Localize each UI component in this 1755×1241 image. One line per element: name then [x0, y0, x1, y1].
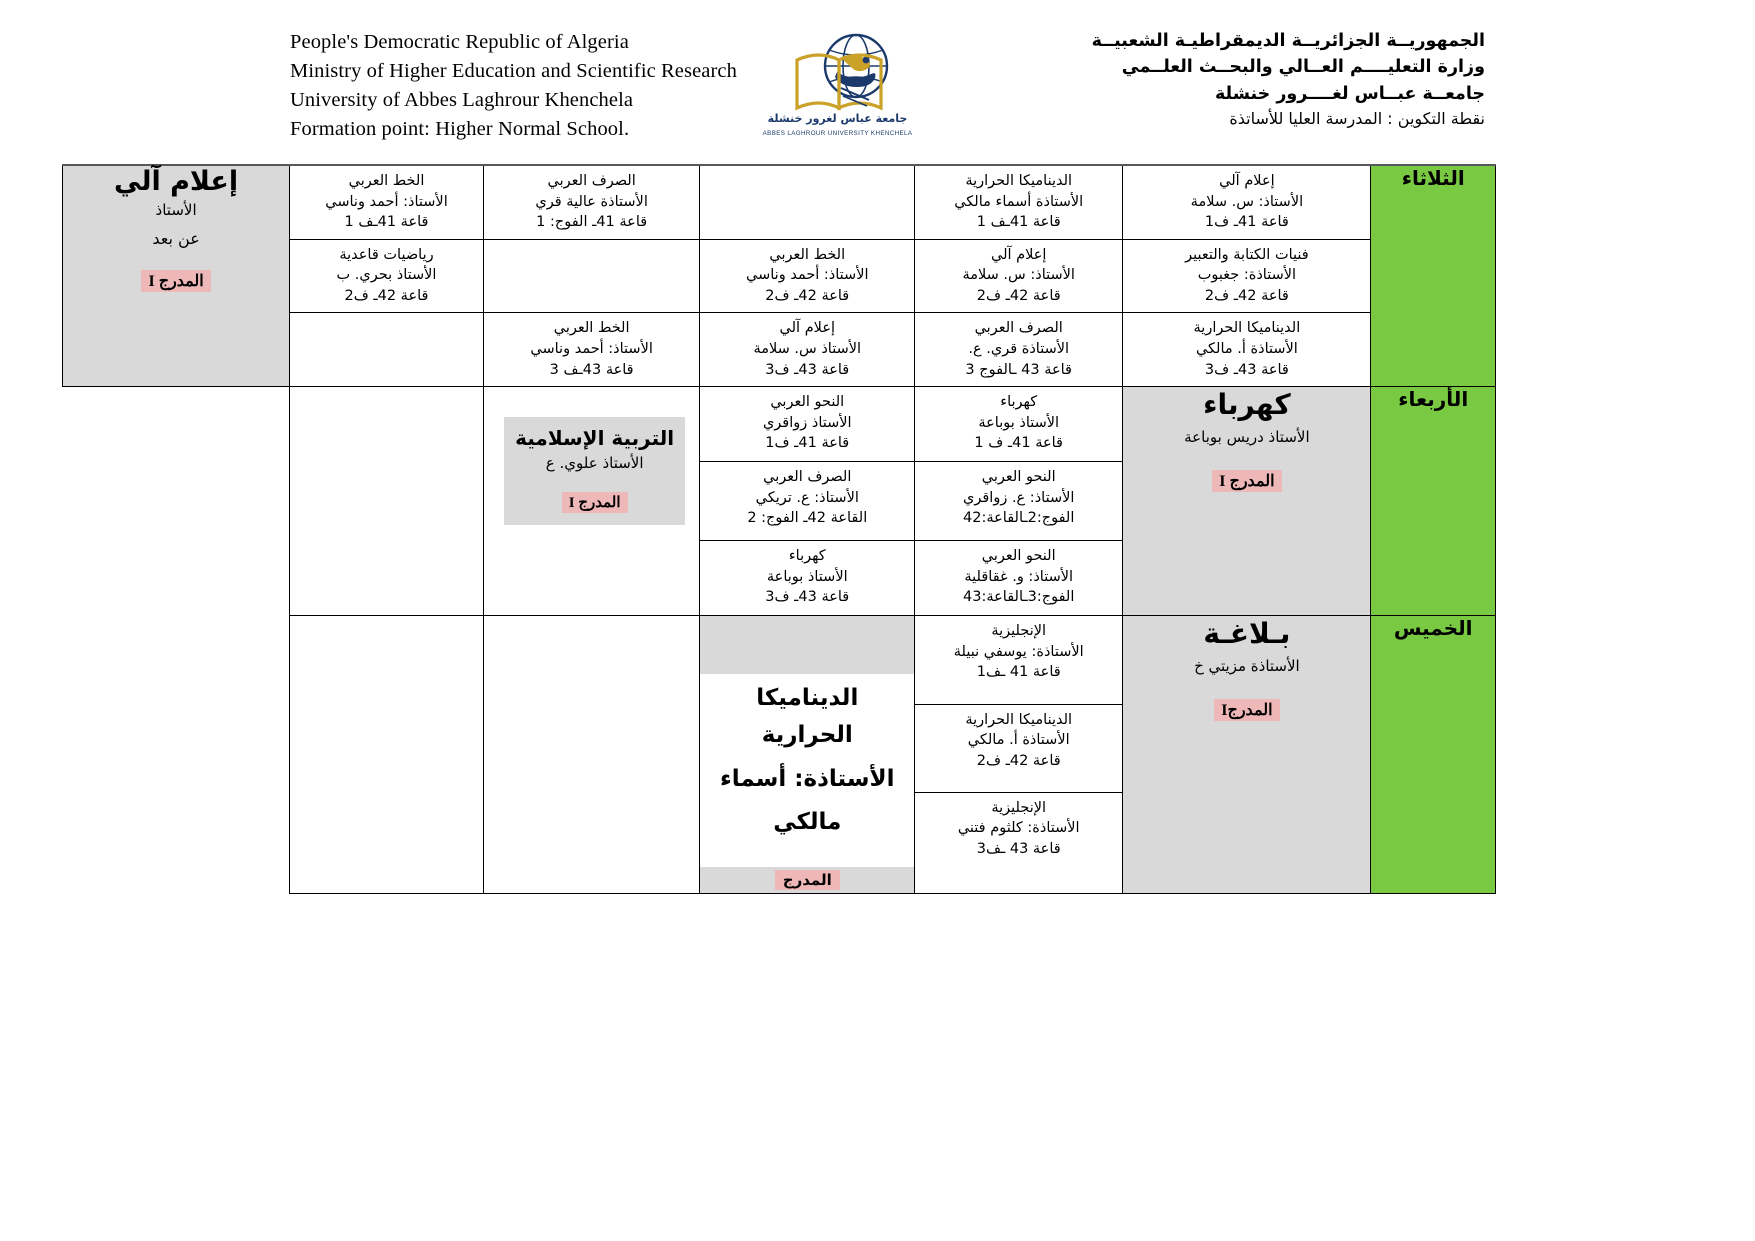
session-title: الإنجليزية: [991, 799, 1047, 816]
session-room: قاعة 43ـ ف3: [765, 361, 850, 378]
session-teacher: الأستاذ: أحمد وناسي: [746, 267, 869, 284]
logo-caption-arabic: جامعة عباس لغرور خنشلة: [767, 112, 908, 125]
session-teacher: الأستاذة: جغبوب: [1197, 267, 1297, 284]
timetable-container: [0, 118, 1755, 894]
cell-tue-r2-info[interactable]: [915, 239, 1123, 313]
cell-tue-r1-empty[interactable]: [700, 165, 915, 239]
session-title: الصرف العربي: [974, 320, 1063, 337]
cell-thu-r2-dynamics[interactable]: [915, 704, 1123, 792]
header-arabic-line-4: نقطة التكوين : المدرسة العليا للأساتذة: [1229, 108, 1485, 128]
cell-tue-r1-calligraphy[interactable]: [290, 165, 484, 239]
session-title: النحو العربي: [770, 394, 845, 411]
day-label-tuesday: الثلاثاء: [1371, 165, 1496, 387]
session-room: الفوج:3ـالقاعة:43: [963, 589, 1075, 606]
session-title: الخط العربي: [553, 320, 630, 337]
session-wed-r3-electricity: [700, 541, 914, 614]
cell-wed-empty-left[interactable]: [290, 387, 484, 616]
session-tue-r2-math: [290, 240, 483, 313]
thermo-module-title-2: الأستاذة: أسماء: [719, 765, 895, 792]
session-title: الصرف العربي: [547, 173, 636, 189]
remote-module-mode: عن بعد: [152, 229, 200, 248]
session-room: قاعة 41ـ ف1: [765, 435, 850, 452]
cell-tue-r1-dynamics[interactable]: [915, 165, 1123, 239]
table-row-tuesday: [63, 165, 1496, 239]
cell-tue-r1-info[interactable]: [1123, 165, 1371, 239]
session-teacher: الأستاذ بوباعة: [766, 568, 848, 585]
session-title: الخط العربي: [348, 173, 425, 189]
table-row-wednesday: [63, 387, 1496, 462]
session-title: كهرباء: [1000, 394, 1038, 411]
session-tue-r3-dynamics: [1123, 313, 1370, 386]
session-teacher: الأستاذ س. سلامة: [753, 341, 862, 358]
islamic-module-teacher: الأستاذ علوي. ع: [545, 454, 644, 473]
session-room: قاعة 41ـ الفوج: 1: [536, 214, 648, 231]
document-header: [0, 0, 1755, 141]
session-teacher: الأستاذ: س. سلامة: [962, 267, 1075, 284]
islamic-module-title: التربية الإسلامية: [515, 426, 675, 451]
session-teacher: الأستاذ بحري. ب: [336, 267, 437, 284]
cell-thu-balagha-module[interactable]: [1123, 616, 1371, 894]
balagha-module-title: بـلاغـة: [1203, 617, 1291, 651]
session-room: قاعة 41ـف 1: [976, 214, 1061, 231]
session-teacher: الأستاذ بوباعة: [978, 414, 1060, 431]
cell-wed-r3-electricity[interactable]: [700, 541, 915, 616]
session-wed-r2-sarf: [700, 462, 914, 535]
session-room: قاعة 42ـ ف2: [1204, 287, 1289, 304]
session-teacher: الأستاذ: أحمد وناسي: [530, 341, 653, 358]
session-title: الخط العربي: [769, 246, 846, 263]
logo-container: [730, 28, 945, 138]
session-tue-r2-calligraphy: [700, 240, 914, 313]
thermo-module-amphi-row: [700, 867, 914, 893]
session-teacher: الأستاذة أ. مالكي: [967, 732, 1070, 749]
university-logo: [753, 30, 923, 138]
session-teacher: الأستاذة أ. مالكي: [1195, 341, 1298, 358]
session-room: قاعة 43ـ ف3: [1204, 361, 1289, 378]
session-tue-r1-calligraphy: [290, 166, 483, 239]
session-tue-r1-info: [1123, 166, 1370, 239]
session-teacher: الأستاذ: و. غقاقلية: [964, 568, 1074, 585]
session-tue-r3-info: [700, 313, 914, 386]
session-wed-r1-nahw: [700, 387, 914, 460]
cell-wed-r3-nahw[interactable]: [915, 541, 1123, 616]
thermo-module-title-3: مالكي: [773, 808, 842, 835]
thermo-module-title-1: الديناميكا الحرارية: [756, 685, 859, 749]
session-room: قاعة 41 ـف1: [976, 664, 1061, 681]
header-english-line-2: Ministry of Higher Education and Scientific Research: [290, 60, 737, 83]
session-wed-r3-nahw: [915, 541, 1122, 614]
session-room: قاعة 41ـ ف 1: [974, 435, 1063, 452]
session-title: الإنجليزية: [991, 623, 1047, 640]
logo-caption-english: ABBES LAGHROUR UNIVERSITY KHENCHELA: [762, 130, 913, 137]
header-arabic-line-1: الجمهوريــة الجزائريــة الديمقراطيـة الشعبيــة: [1091, 31, 1485, 51]
session-title: الديناميكا الحرارية: [1193, 320, 1301, 337]
session-wed-r1-electricity: [915, 387, 1122, 460]
cell-thu-r1-english[interactable]: [915, 616, 1123, 704]
header-english-line-4: Formation point: Higher Normal School.: [290, 118, 630, 141]
remote-module-teacher: الأستاذ: [155, 201, 197, 219]
session-title: النحو العربي: [981, 469, 1056, 486]
session-teacher: الأستاذ: ع. زواقري: [963, 489, 1075, 506]
thermo-module-amphi: المدرج: [775, 870, 840, 890]
header-arabic-line-2: وزارة التعليــــم العــالي والبحــث العلــمي: [1121, 57, 1485, 78]
session-tue-r1-sarf: [484, 166, 700, 239]
session-room: قاعة 43ـف 3: [549, 361, 634, 378]
timetable: [62, 164, 1496, 894]
cell-tue-r2-writing[interactable]: [1123, 239, 1371, 313]
session-teacher: الأستاذة: كلثوم فتني: [957, 820, 1080, 837]
cell-thu-r3-english[interactable]: [915, 792, 1123, 893]
session-title: الديناميكا الحرارية: [965, 173, 1073, 189]
header-arabic-line-3: جامعــة عبــاس لغــــرور خنشلة: [1214, 83, 1485, 104]
cell-thu-thermodynamics-module[interactable]: [700, 616, 915, 894]
session-thu-r3-english: [915, 793, 1122, 866]
cell-wed-r1-electricity[interactable]: [915, 387, 1123, 462]
cell-tue-r3-info[interactable]: [700, 313, 915, 387]
session-tue-r2-info: [915, 240, 1122, 313]
session-tue-r3-sarf: [915, 313, 1122, 386]
session-title: الصرف العربي: [763, 469, 852, 486]
electricity-module-teacher: الأستاذ دريس بوباعة: [1184, 427, 1310, 446]
cell-thu-empty-mid[interactable]: [483, 616, 700, 894]
session-room: قاعة 42ـ ف2: [976, 752, 1061, 769]
session-title: رياضيات قاعدية: [339, 246, 434, 263]
remote-module-amphi: المدرج I: [141, 270, 210, 292]
session-teacher: الأستاذ: ع. تريكي: [755, 489, 859, 506]
session-room: قاعة 42ـ ف2: [976, 287, 1061, 304]
cell-wed-r2-nahw[interactable]: [915, 462, 1123, 541]
session-room: قاعة 43 ـف3: [976, 840, 1061, 857]
cell-tue-r3-sarf[interactable]: [915, 313, 1123, 387]
session-teacher: الأستاذة عالية قري: [535, 193, 648, 210]
session-title: إعلام آلي: [779, 320, 835, 337]
session-room: قاعة 41ـف 1: [344, 214, 429, 231]
session-tue-r1-dynamics: [915, 166, 1122, 239]
session-teacher: الأستاذ: س. سلامة: [1190, 193, 1304, 210]
session-room: قاعة 41ـ ف1: [1204, 214, 1289, 231]
day-label-wednesday: الأربعاء: [1371, 387, 1496, 616]
header-arabic-block: [945, 28, 1715, 131]
session-teacher: الأستاذة: يوسفي نبيلة: [953, 643, 1084, 660]
session-room: قاعة 42ـ ف2: [344, 287, 429, 304]
cell-tue-r2-empty[interactable]: [483, 239, 700, 313]
table-row-thursday: [63, 616, 1496, 704]
remote-module-title: إعلام آلي: [114, 166, 239, 197]
session-room: الفوج:2ـالقاعة:42: [963, 510, 1075, 527]
cell-tue-r1-sarf[interactable]: [483, 165, 700, 239]
session-title: الديناميكا الحرارية: [965, 711, 1073, 728]
session-thu-r2-dynamics: [915, 705, 1122, 778]
cell-tue-r3-dynamics[interactable]: [1123, 313, 1371, 387]
cell-wed-r1-nahw[interactable]: [700, 387, 915, 462]
session-room: قاعة 43 ـالفوج 3: [965, 361, 1072, 378]
electricity-module-amphi: المدرج I: [1212, 470, 1281, 492]
cell-tue-r3-empty[interactable]: [290, 313, 484, 387]
session-title: فنيات الكتابة والتعبير: [1185, 246, 1309, 263]
thermo-module-strip: [700, 616, 914, 674]
cell-thu-empty-left[interactable]: [290, 616, 484, 894]
session-wed-r2-nahw: [915, 462, 1122, 535]
balagha-module-amphi: المدرجI: [1214, 699, 1279, 721]
session-title: النحو العربي: [981, 548, 1056, 565]
session-tue-r3-calligraphy: [484, 313, 700, 386]
session-room: قاعة 42ـ ف2: [765, 287, 850, 304]
electricity-module-title: كهرباء: [1203, 388, 1291, 422]
header-english-block: [40, 28, 737, 144]
cell-wed-islamic-module[interactable]: [483, 387, 700, 616]
islamic-module-box: [504, 417, 686, 525]
session-room: قاعة 43ـ ف3: [765, 589, 850, 606]
session-teacher: الأستاذة أسماء مالكي: [954, 193, 1084, 210]
cell-tue-remote-module[interactable]: [63, 165, 290, 387]
header-english-line-3: University of Abbes Laghrour Khenchela: [290, 89, 634, 112]
islamic-module-amphi: المدرج I: [562, 492, 628, 513]
session-title: إعلام آلي: [1219, 173, 1275, 189]
header-english-line-1: People's Democratic Republic of Algeria: [290, 31, 629, 53]
cell-tue-r3-calligraphy[interactable]: [483, 313, 700, 387]
cell-wed-r2-sarf[interactable]: [700, 462, 915, 541]
session-title: إعلام آلي: [990, 246, 1047, 263]
balagha-module-teacher: الأستاذة مزيتي خ: [1194, 656, 1300, 675]
session-thu-r1-english: [915, 616, 1122, 689]
session-teacher: الأستاذة قري. ع.: [968, 341, 1070, 358]
day-label-thursday: الخميس: [1371, 616, 1496, 894]
session-room: القاعة 42ـ الفوج: 2: [747, 510, 868, 527]
session-tue-r2-writing: [1123, 240, 1370, 313]
cell-tue-r2-calligraphy[interactable]: [700, 239, 915, 313]
cell-tue-r2-math[interactable]: [290, 239, 484, 313]
session-title: كهرباء: [788, 548, 826, 565]
session-teacher: الأستاذ: أحمد وناسي: [325, 193, 448, 210]
session-teacher: الأستاذ زواقري: [762, 414, 852, 431]
cell-wed-electricity-module[interactable]: [1123, 387, 1371, 616]
